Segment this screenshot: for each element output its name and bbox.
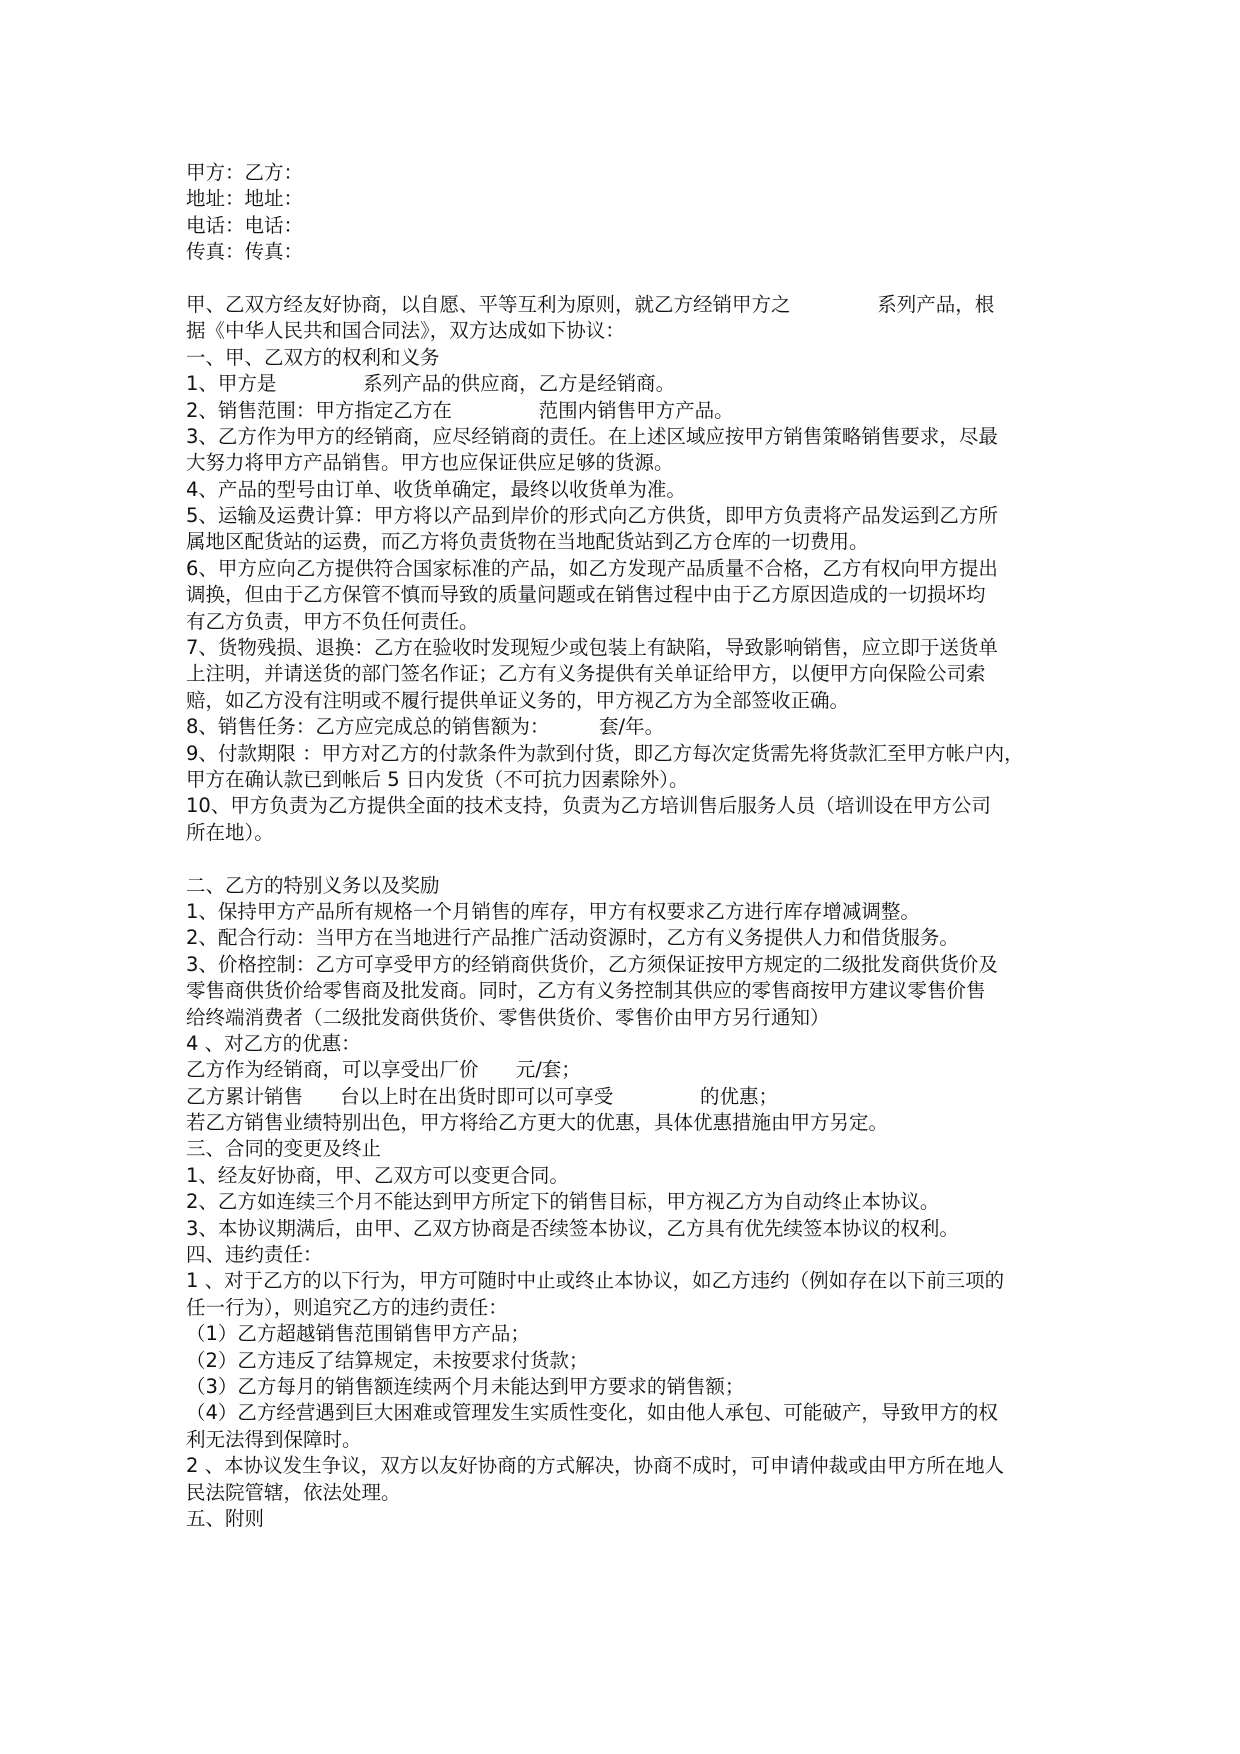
clause-line: 1、甲方是 系列产品的供应商，乙方是经销商。 [186,372,676,396]
party-fax-line: 传真：传真： [186,240,304,264]
spacer [186,846,1066,872]
clause-line: 4、产品的型号由订单、收货单确定，最终以收货单为准。 [186,477,686,501]
intro-line: 据《中华人民共和国合同法》，双方达成如下协议： [186,319,625,343]
clause-line: 乙方累计销售 台以上时在出货时即可以可享受 的优惠； [186,1084,778,1108]
clause-line: 甲方在确认款已到帐后 5 日内发货（不可抗力因素除外）。 [186,767,689,791]
spacer [186,266,1066,292]
clause-line: 零售商供货价给零售商及批发商。同时，乙方有义务控制其供应的零售商按甲方建议零售价售 [186,979,986,1003]
section-heading: 一、甲、乙双方的权利和义务 [186,345,440,369]
clause-line: 5、运输及运费计算：甲方将以产品到岸价的形式向乙方供货，即甲方负责将产品发运到乙方所 [186,504,998,528]
clause-line: （1）乙方超越销售范围销售甲方产品； [186,1322,530,1346]
clause-line: 7、货物残损、退换：乙方在验收时发现短少或包装上有缺陷，导致影响销售，应立即于送货单 [186,636,998,660]
section-heading: 五、附则 [186,1506,265,1530]
clause-line: 属地区配货站的运费，而乙方将负责货物在当地配货站到乙方仓库的一切费用。 [186,530,869,554]
clause-line: 利无法得到保障时。 [186,1427,362,1451]
document-page [186,160,1066,1532]
clause-line: （3）乙方每月的销售额连续两个月未能达到甲方要求的销售额； [186,1374,745,1398]
section-rights-obligations [186,345,1066,846]
section-heading: 三、合同的变更及终止 [186,1137,382,1161]
clause-line: 2 、本协议发生争议，双方以友好协商的方式解决，协商不成时，可申请仲裁或由甲方所在地人 [186,1454,1005,1478]
clause-line: 2、销售范围：甲方指定乙方在 范围内销售甲方产品。 [186,398,734,422]
clause-line: 2、配合行动：当甲方在当地进行产品推广活动资源时，乙方有义务提供人力和借货服务。 [186,926,959,950]
section-special-obligations [186,873,1066,1137]
clause-line: 给终端消费者（二级批发商供货价、零售供货价、零售价由甲方另行通知） [186,1005,830,1029]
clause-line: 8、销售任务：乙方应完成总的销售额为： 套/年。 [186,715,665,739]
section-heading: 四、违约责任： [186,1243,323,1267]
clause-line: 上注明，并请送货的部门签名作证；乙方有义务提供有关单证给甲方，以便甲方向保险公司索 [186,662,986,686]
clause-line: 有乙方负责，甲方不负任何责任。 [186,609,479,633]
clause-line: 1、经友好协商，甲、乙双方可以变更合同。 [186,1163,569,1187]
clause-line: 3、本协议期满后，由甲、乙双方协商是否续签本协议，乙方具有优先续签本协议的权利。 [186,1216,959,1240]
clause-line: 1 、对于乙方的以下行为，甲方可随时中止或终止本协议，如乙方违约（例如存在以下前三项的 [186,1269,1005,1293]
clause-line: 所在地）。 [186,820,274,844]
clause-line: 10、甲方负责为乙方提供全面的技术支持，负责为乙方培训售后服务人员（培训设在甲方公司 [186,794,991,818]
clause-line: 民法院管辖，依法处理。 [186,1480,401,1504]
clause-line: 3、乙方作为甲方的经销商，应尽经销商的责任。在上述区域应按甲方销售策略销售要求，尽最 [186,424,998,448]
section-change-termination [186,1136,1066,1242]
clause-line: （2）乙方违反了结算规定，未按要求付货款； [186,1348,589,1372]
parties-block [186,160,1066,266]
section-supplementary [186,1506,1066,1532]
clause-line: 2、乙方如连续三个月不能达到甲方所定下的销售目标，甲方视乙方为自动终止本协议。 [186,1190,940,1214]
section-breach-liability [186,1242,1066,1506]
section-heading: 二、乙方的特别义务以及奖励 [186,873,440,897]
clause-line: 6、甲方应向乙方提供符合国家标准的产品，如乙方发现产品质量不合格，乙方有权向甲方提出 [186,556,998,580]
clause-line: 3、价格控制：乙方可享受甲方的经销商供货价，乙方须保证按甲方规定的二级批发商供货价及 [186,952,998,976]
intro-line: 甲、乙双方经友好协商，以自愿、平等互利为原则，就乙方经销甲方之 系列产品，根 [186,292,995,316]
party-address-line: 地址：地址： [186,187,304,211]
clause-line: （4）乙方经营遇到巨大困难或管理发生实质性变化，如由他人承包、可能破产，导致甲方的权 [186,1401,998,1425]
party-name-line: 甲方：乙方： [186,161,304,184]
clause-line: 4 、对乙方的优惠： [186,1031,361,1055]
clause-line: 赔，如乙方没有注明或不履行提供单证义务的，甲方视乙方为全部签收正确。 [186,688,850,712]
intro-paragraph [186,292,1066,345]
clause-line: 调换，但由于乙方保管不慎而导致的质量问题或在销售过程中由于乙方原因造成的一切损坏均 [186,583,986,607]
clause-line: 若乙方销售业绩特别出色，甲方将给乙方更大的优惠，具体优惠措施由甲方另定。 [186,1111,889,1135]
party-phone-line: 电话：电话： [186,213,304,237]
clause-line: 乙方作为经销商，可以享受出厂价 元/套； [186,1058,581,1082]
clause-line: 任一行为），则追究乙方的违约责任： [186,1295,508,1319]
clause-line: 1、保持甲方产品所有规格一个月销售的库存，甲方有权要求乙方进行库存增减调整。 [186,899,920,923]
clause-line: 大努力将甲方产品销售。甲方也应保证供应足够的货源。 [186,451,674,475]
clause-line: 9、付款期限 ：甲方对乙方的付款条件为款到付货，即乙方每次定货需先将货款汇至甲方帐户内， [186,741,1024,765]
